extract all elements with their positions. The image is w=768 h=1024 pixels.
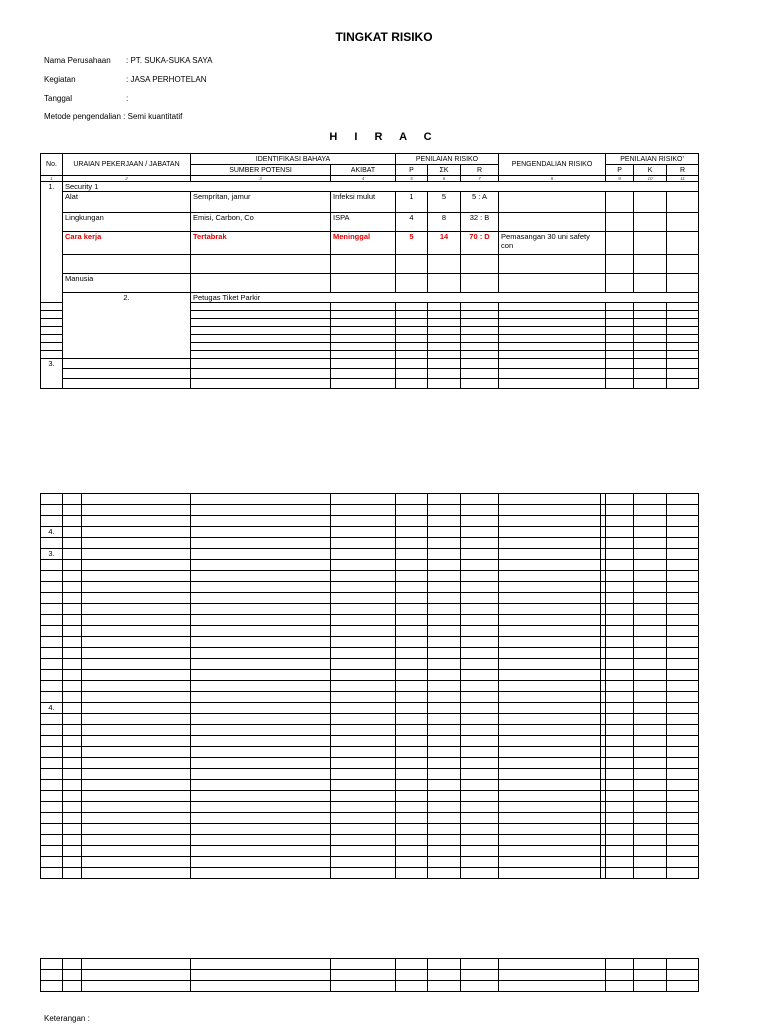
table-row (41, 604, 699, 615)
table-row (41, 769, 699, 780)
col-index: 8 (499, 176, 606, 182)
footer-note: Keterangan : (44, 1014, 90, 1023)
table-row (41, 780, 699, 791)
header-r2: R (667, 165, 699, 176)
header-k2: K (634, 165, 667, 176)
header-penilaian-after: PENILAIAN RISIKO' (606, 154, 699, 165)
table-row (41, 824, 699, 835)
cell-uraian: Lingkungan (63, 213, 191, 232)
col-index: 4 (331, 176, 396, 182)
table-row (41, 791, 699, 802)
cell-p2 (606, 192, 634, 213)
table-row (41, 670, 699, 681)
meta-value: Metode pengendalian : Semi kuantitatif (44, 112, 183, 121)
section-number: 3. (41, 549, 63, 560)
table-row (41, 232, 699, 255)
header-p2: P (606, 165, 634, 176)
cell-akibat: Meninggal (331, 232, 396, 255)
cell-r: 5 : A (461, 192, 499, 213)
meta-value: : (126, 94, 129, 103)
table-row (41, 571, 699, 582)
header-sumber: SUMBER POTENSI (191, 165, 331, 176)
bottom-table (40, 958, 699, 992)
table-row (41, 659, 699, 670)
table-row (41, 802, 699, 813)
table-row (41, 736, 699, 747)
section-number: 4. (41, 703, 63, 714)
table-row (41, 857, 699, 868)
table-row (41, 714, 699, 725)
table-row (41, 747, 699, 758)
table-row (41, 813, 699, 824)
meta-label: Kegiatan (44, 75, 76, 84)
meta-label: Tanggal (44, 94, 73, 103)
cell-pengendalian (499, 192, 606, 213)
header-k: ΣK (428, 165, 461, 176)
col-index: 9 (606, 176, 634, 182)
table-row (41, 549, 699, 560)
table-row (41, 626, 699, 637)
section-number: 4. (41, 527, 63, 538)
meta-method (44, 112, 182, 121)
cell-k2 (634, 192, 667, 213)
table-row (41, 835, 699, 846)
cell-p: 5 (396, 232, 428, 255)
cell-r: 32 : B (461, 213, 499, 232)
col-index: 2 (63, 176, 191, 182)
col-index: 7 (461, 176, 499, 182)
hirac-title: H I R A C (329, 131, 439, 143)
cell-p: 4 (396, 213, 428, 232)
col-index: 10 (634, 176, 667, 182)
cell-p: 1 (396, 192, 428, 213)
table-row (41, 725, 699, 736)
cell-akibat: Infeksi mulut (331, 192, 396, 213)
col-index: 6 (428, 176, 461, 182)
table-row (41, 637, 699, 648)
table-row (41, 505, 699, 516)
table-row (41, 648, 699, 659)
col-index: 3 (191, 176, 331, 182)
table-row (41, 560, 699, 571)
table-row (41, 758, 699, 769)
col-index: 1 (41, 176, 63, 182)
meta-activity (44, 75, 206, 84)
cell-k2 (634, 213, 667, 232)
meta-date (44, 94, 128, 103)
cell-p2 (606, 213, 634, 232)
header-uraian: URAIAN PEKERJAAN / JABATAN (63, 154, 191, 176)
table-row (41, 868, 699, 879)
cell-r2 (667, 213, 699, 232)
cell-k2 (634, 232, 667, 255)
table-row (41, 274, 699, 293)
header-akibat: AKIBAT (331, 165, 396, 176)
section-number: 2. (63, 293, 191, 359)
cell-p2 (606, 232, 634, 255)
cell-sumber: Tertabrak (191, 232, 331, 255)
table-row (41, 692, 699, 703)
table-row (41, 538, 699, 549)
meta-value: : PT. SUKA-SUKA SAYA (126, 56, 213, 65)
table-row (41, 703, 699, 714)
table-row (41, 192, 699, 213)
section-number: 3. (41, 359, 63, 389)
cell-uraian: Manusia (63, 274, 191, 293)
table-row (41, 494, 699, 505)
cell-r2 (667, 232, 699, 255)
section-number: 1. (41, 182, 63, 303)
table-row (41, 527, 699, 538)
cell-k: 5 (428, 192, 461, 213)
table-row (41, 681, 699, 692)
table-row (41, 593, 699, 604)
cell-uraian: Alat (63, 192, 191, 213)
cell-r: 70 : D (461, 232, 499, 255)
cell-k: 14 (428, 232, 461, 255)
table-row (41, 846, 699, 857)
table-row (41, 582, 699, 593)
cell-k: 8 (428, 213, 461, 232)
cell-akibat: ISPA (331, 213, 396, 232)
cell-sumber: Semprítan, jamur (191, 192, 331, 213)
page-title: TINGKAT RISIKO (335, 30, 433, 44)
col-index: 5 (396, 176, 428, 182)
table-row (41, 516, 699, 527)
header-no: No. (41, 154, 63, 176)
cell-pengendalian: Pemasangan 30 uni safety con (499, 232, 606, 255)
cell-pengendalian (499, 213, 606, 232)
table-row (41, 615, 699, 626)
cell-r2 (667, 192, 699, 213)
cell-sumber: Emisi, Carbon, Co (191, 213, 331, 232)
header-identifikasi: IDENTIFIKASI BAHAYA (191, 154, 396, 165)
header-penilaian: PENILAIAN RISIKO (396, 154, 499, 165)
header-r: R (461, 165, 499, 176)
header-pengendalian: PENGENDALIAN RISIKO (499, 154, 606, 176)
header-p: P (396, 165, 428, 176)
continuation-table (40, 493, 699, 879)
table-row (41, 255, 699, 274)
cell-uraian: Cara kerja (63, 232, 191, 255)
meta-value: : JASA PERHOTELAN (126, 75, 207, 84)
col-index: 11 (667, 176, 699, 182)
meta-label: Nama Perusahaan (44, 56, 111, 65)
meta-company (44, 56, 212, 65)
section-name: Security 1 (63, 182, 699, 192)
hirac-table (40, 153, 699, 389)
section-name: Petugas Tiket Parkir (191, 293, 699, 303)
table-row (41, 213, 699, 232)
